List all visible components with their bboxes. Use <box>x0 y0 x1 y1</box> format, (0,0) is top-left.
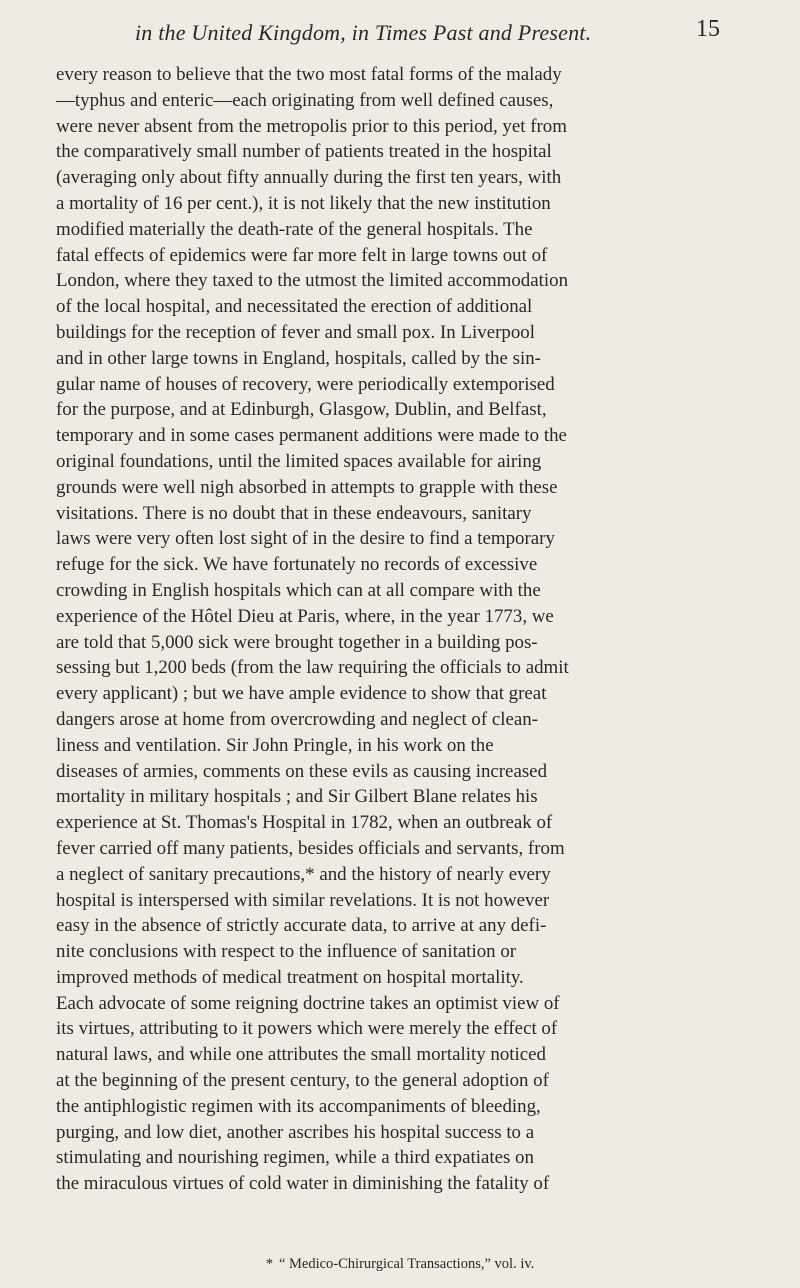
text-line: purging, and low diet, another ascribes his hospital success to a <box>56 1121 535 1143</box>
text-line: the miraculous virtues of cold water in diminishing the fatality of <box>56 1173 550 1195</box>
footnote-text: “ Medico-Chirurgical Transactions,” vol. iv. <box>278 1256 535 1272</box>
text-line: for the purpose, and at Edinburgh, Glasgow, Dublin, and Belfast, <box>56 399 547 421</box>
text-line: experience of the Hôtel Dieu at Paris, where, in the year 1773, we <box>56 605 554 627</box>
text-line: grounds were well nigh absorbed in attempts to grapple with these <box>56 476 558 498</box>
text-line: mortality in military hospitals ; and Sir Gilbert Blane relates his <box>56 786 538 808</box>
body-text <box>56 62 730 1197</box>
text-line: gular name of houses of recovery, were periodically extemporised <box>56 373 555 395</box>
text-line: fatal effects of epidemics were far more felt in large towns out of <box>56 244 548 266</box>
running-title: in the United Kingdom, in Times Past and Present. <box>135 20 592 45</box>
text-line: a mortality of 16 per cent.), it is not likely that the new institution <box>56 192 551 214</box>
text-line: modified materially the death-rate of the general hospitals. The <box>56 218 533 240</box>
text-line: fever carried off many patients, besides officials and servants, from <box>56 837 565 859</box>
text-line: a neglect of sanitary precautions,* and the history of nearly every <box>56 863 551 885</box>
text-line: every reason to believe that the two most fatal forms of the malady <box>56 64 562 85</box>
running-header <box>0 14 800 54</box>
text-line: original foundations, until the limited spaces available for airing <box>56 450 542 472</box>
text-line: temporary and in some cases permanent additions were made to the <box>56 425 567 447</box>
text-line: refuge for the sick. We have fortunately no records of excessive <box>56 554 538 576</box>
text-line: crowding in English hospitals which can at all compare with the <box>56 579 541 601</box>
footnote-marker: * <box>265 1256 273 1272</box>
text-line: sessing but 1,200 beds (from the law requiring the officials to admit <box>56 657 569 679</box>
text-line: dangers arose at home from overcrowding and neglect of clean- <box>56 708 539 730</box>
text-line: the comparatively small number of patients treated in the hospital <box>56 141 552 163</box>
text-line: were never absent from the metropolis prior to this period, yet from <box>56 115 567 137</box>
footnote <box>0 1256 800 1273</box>
text-line: diseases of armies, comments on these evils as causing increased <box>56 760 548 782</box>
text-line: hospital is interspersed with similar revelations. It is not however <box>56 889 550 911</box>
page-number: 15 <box>696 16 720 42</box>
text-line: stimulating and nourishing regimen, while a third expatiates on <box>56 1147 534 1169</box>
text-line: buildings for the reception of fever and small pox. In Liverpool <box>56 321 535 343</box>
text-line: natural laws, and while one attributes the small mortality noticed <box>56 1044 546 1066</box>
text-line: nite conclusions with respect to the influence of sanitation or <box>56 941 517 963</box>
text-line: laws were very often lost sight of in the desire to find a temporary <box>56 528 555 550</box>
text-line: London, where they taxed to the utmost the limited accommodation <box>56 270 569 292</box>
text-line: liness and ventilation. Sir John Pringle, in his work on the <box>56 734 494 756</box>
text-line: every applicant) ; but we have ample evidence to show that great <box>56 683 547 705</box>
text-line: visitations. There is no doubt that in these endeavours, sanitary <box>56 502 532 524</box>
text-line: easy in the absence of strictly accurate data, to arrive at any defi- <box>56 915 547 937</box>
text-line: its virtues, attributing to it powers which were merely the effect of <box>56 1018 558 1040</box>
text-line: at the beginning of the present century, to the general adoption of <box>56 1070 549 1092</box>
text-line: are told that 5,000 sick were brought together in a building pos- <box>56 631 538 653</box>
text-line: the antiphlogistic regimen with its accompaniments of bleeding, <box>56 1095 541 1117</box>
text-line: (averaging only about fifty annually during the first ten years, with <box>56 167 562 189</box>
text-line: Each advocate of some reigning doctrine takes an optimist view of <box>56 992 560 1014</box>
text-line: —typhus and enteric—each originating from well defined causes, <box>56 89 554 111</box>
text-line: improved methods of medical treatment on hospital mortality. <box>56 966 524 988</box>
text-line: of the local hospital, and necessitated the erection of additional <box>56 296 533 318</box>
text-line: and in other large towns in England, hospitals, called by the sin- <box>56 347 541 369</box>
text-line: experience at St. Thomas's Hospital in 1782, when an outbreak of <box>56 812 553 834</box>
